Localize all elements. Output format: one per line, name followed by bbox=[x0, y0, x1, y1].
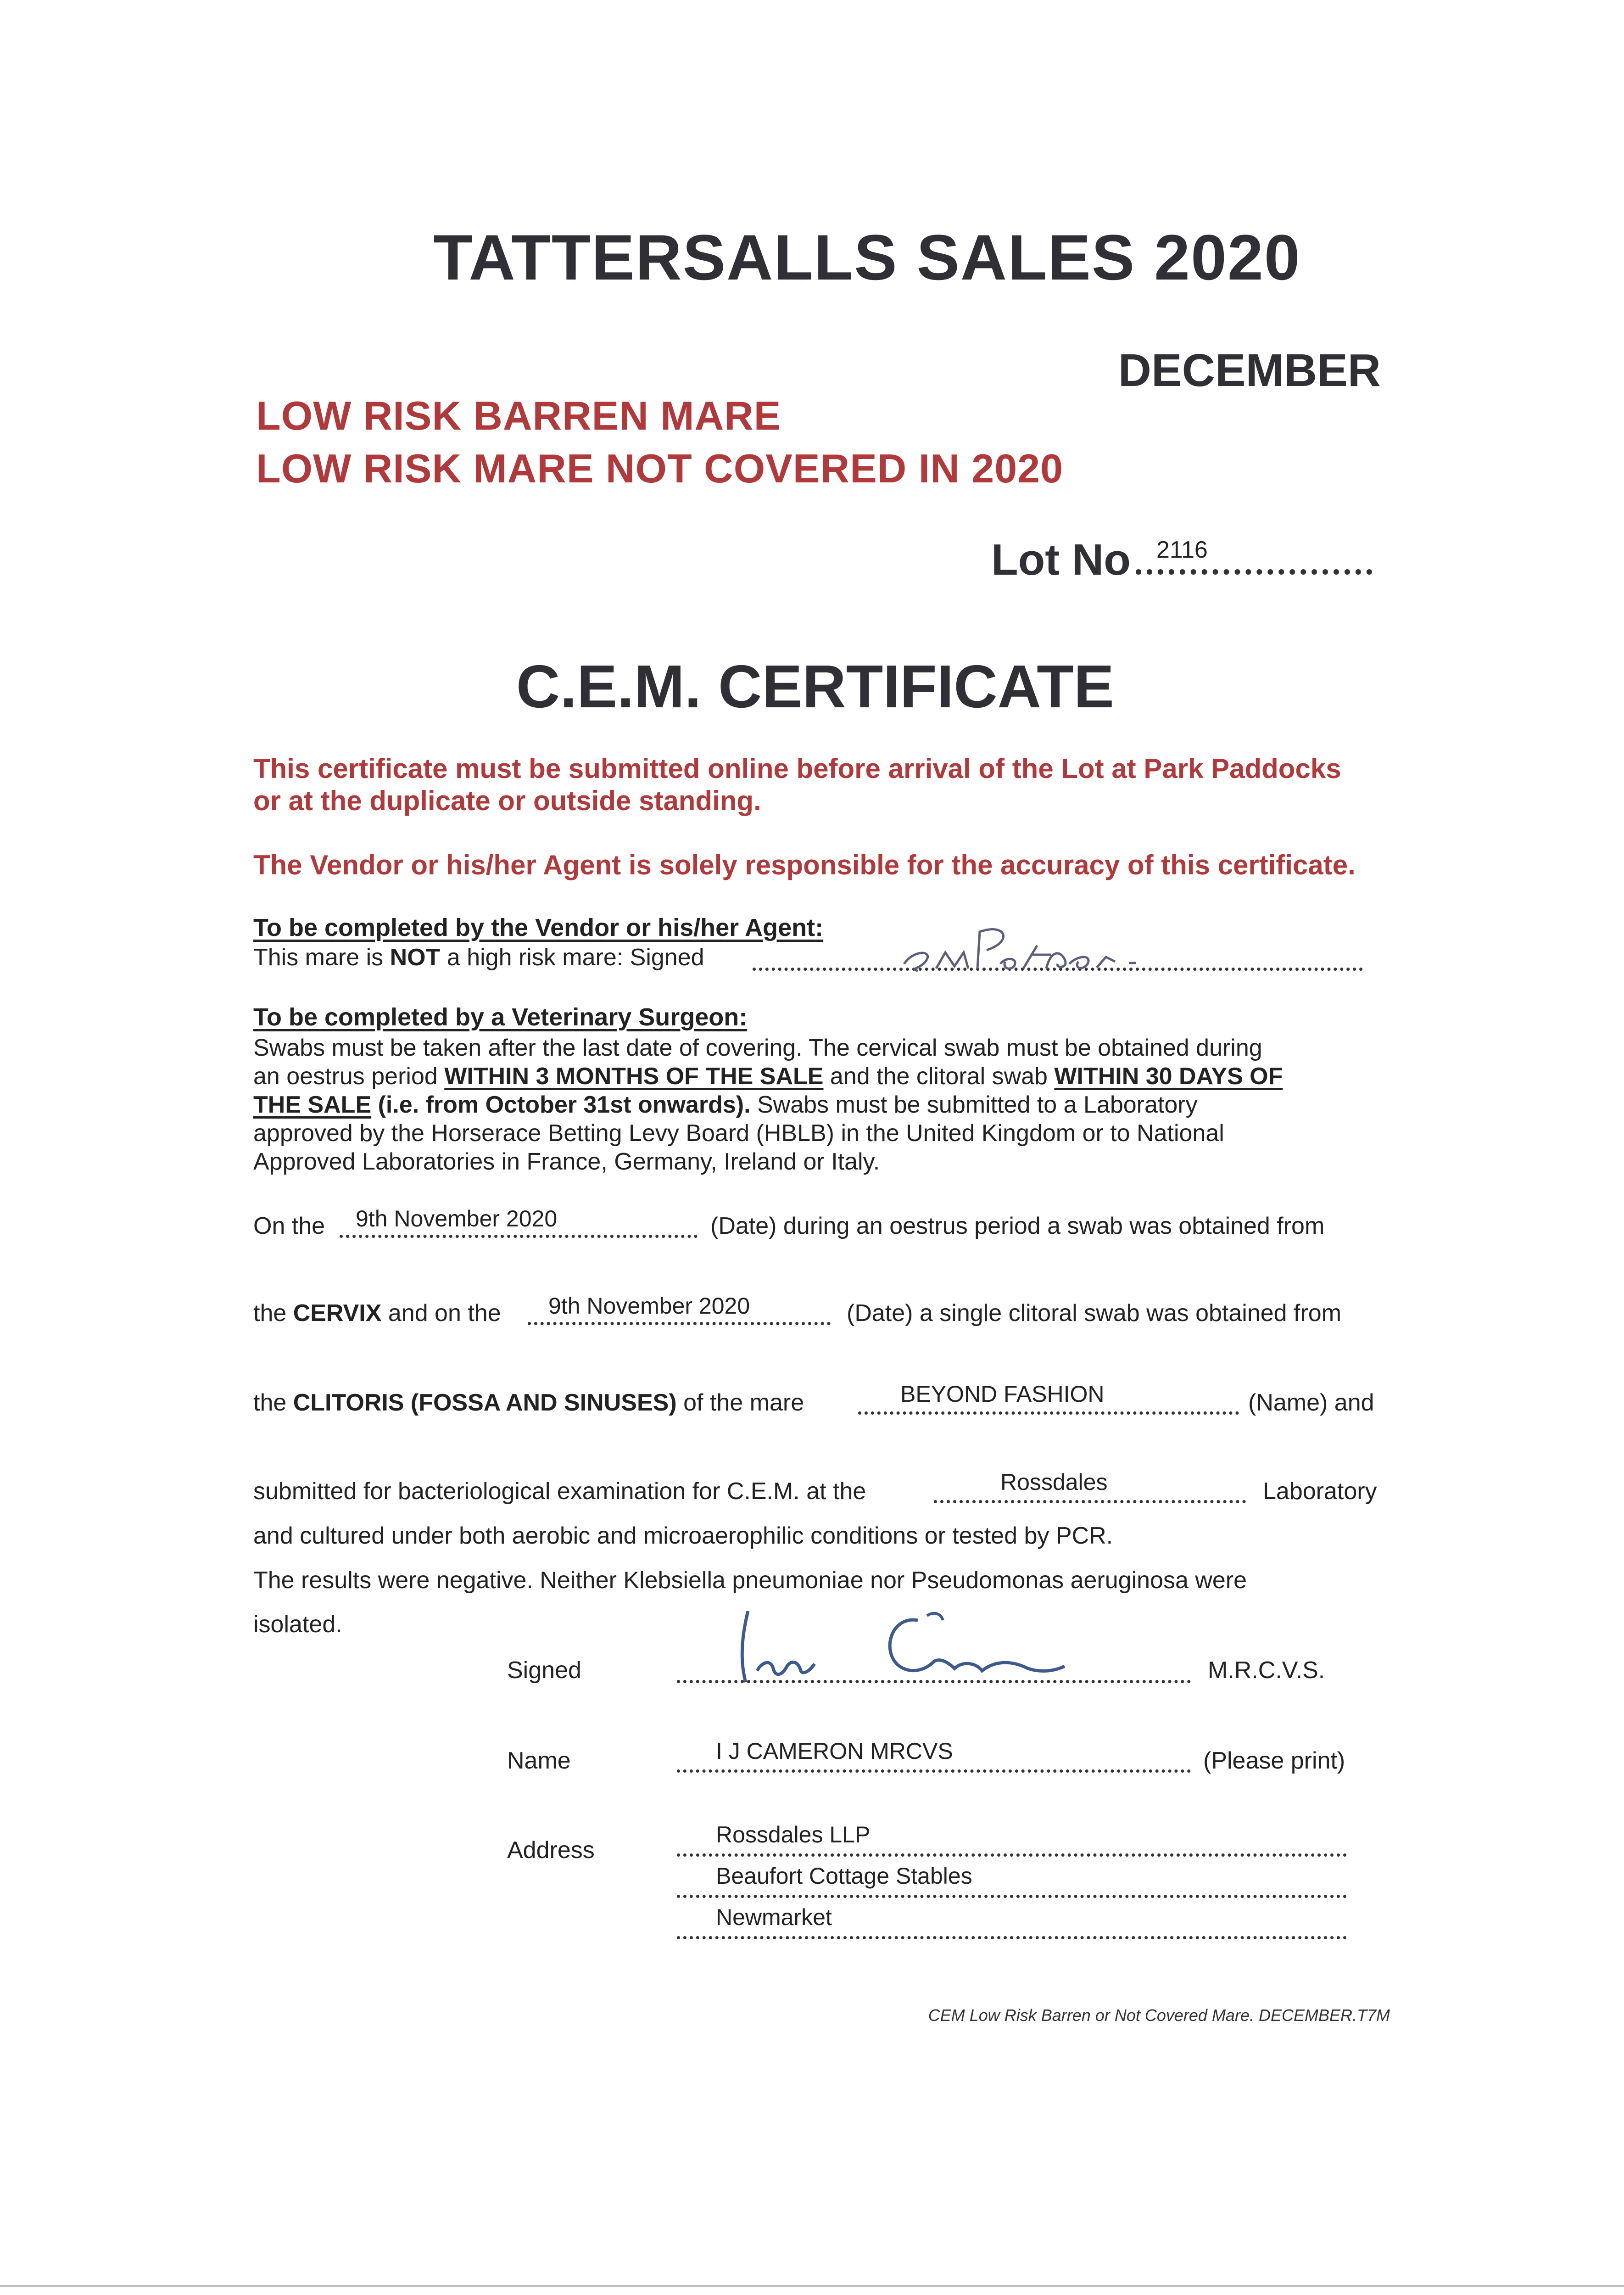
text: of the mare bbox=[676, 1389, 804, 1416]
vet-instructions-line-4: approved by the Horserace Betting Levy Board (HBLB) in the United Kingdom or to National bbox=[253, 1120, 1224, 1147]
notice-responsibility: The Vendor or his/her Agent is solely responsible for the accuracy of this certificate. bbox=[253, 850, 1356, 880]
address-line-1-dots bbox=[677, 1853, 1347, 1857]
vet-instructions-line-2 bbox=[253, 1062, 1283, 1091]
clitoris-line bbox=[253, 1388, 804, 1417]
text: and the clitoral swab bbox=[823, 1063, 1055, 1090]
cervix: CERVIX bbox=[293, 1300, 382, 1327]
colon: : bbox=[815, 914, 824, 941]
vendor-line-post: a high risk mare: Signed bbox=[440, 944, 704, 971]
isolated-text: isolated. bbox=[253, 1611, 342, 1638]
mare-name: BEYOND FASHION bbox=[900, 1381, 1105, 1407]
vet-instructions-line-1: Swabs must be taken after the last date of covering. The cervical swab must be obtained during bbox=[253, 1035, 1262, 1061]
vet-instructions-line-3 bbox=[253, 1091, 1198, 1119]
within-30-days: WITHIN 30 DAYS OF bbox=[1054, 1063, 1283, 1090]
text: the bbox=[253, 1389, 293, 1416]
vendor-heading bbox=[253, 913, 823, 942]
from-october: (i.e. from October 31st onwards). bbox=[371, 1092, 751, 1118]
date-single-text: (Date) a single clitoral swab was obtained from bbox=[847, 1300, 1342, 1327]
page-title: TATTERSALLS SALES 2020 bbox=[433, 221, 1301, 293]
vet-signature bbox=[725, 1602, 1115, 1689]
please-print-label: (Please print) bbox=[1203, 1747, 1345, 1774]
footer-reference: CEM Low Risk Barren or Not Covered Mare. DECEMBER.T7M bbox=[928, 2006, 1390, 2025]
notice-online: This certificate must be submitted online before arrival of the Lot at Park Paddocks bbox=[253, 753, 1341, 784]
clitoral-date: 9th November 2020 bbox=[548, 1293, 750, 1319]
cervix-line bbox=[253, 1299, 501, 1327]
vendor-line bbox=[253, 943, 704, 972]
lot-number: 2116 bbox=[1156, 537, 1208, 563]
lot-dotted-line bbox=[1136, 569, 1372, 575]
address-line-1: Rossdales LLP bbox=[716, 1822, 871, 1847]
on-the-label: On the bbox=[253, 1213, 325, 1239]
vet-instructions-line-5: Approved Laboratories in France, Germany, Ireland or Italy. bbox=[253, 1148, 880, 1175]
category-barren: LOW RISK BARREN MARE bbox=[256, 393, 781, 438]
cervical-date-line bbox=[340, 1235, 698, 1238]
text: the bbox=[253, 1300, 293, 1327]
text: an oestrus period bbox=[253, 1063, 445, 1090]
laboratory-label: Laboratory bbox=[1263, 1478, 1377, 1505]
vet-name-line bbox=[677, 1769, 1191, 1773]
vet-name: I J CAMERON MRCVS bbox=[716, 1738, 953, 1764]
address-line-3: Newmarket bbox=[716, 1904, 832, 1930]
submitted-text: submitted for bacteriological examination for C.E.M. at the bbox=[253, 1478, 866, 1505]
within-3-months: WITHIN 3 MONTHS OF THE SALE bbox=[444, 1063, 824, 1090]
name-label: Name bbox=[507, 1747, 571, 1774]
lot-label: Lot No bbox=[991, 535, 1131, 584]
address-line-2: Beaufort Cottage Stables bbox=[716, 1863, 972, 1889]
date-oestrus-text: (Date) during an oestrus period a swab was obtained from bbox=[710, 1213, 1325, 1239]
results-text: The results were negative. Neither Klebsiella pneumoniae nor Pseudomonas aeruginosa were bbox=[253, 1567, 1247, 1594]
sale-name: DECEMBER bbox=[1118, 345, 1381, 396]
mrcvs-label: M.R.C.V.S. bbox=[1208, 1657, 1325, 1684]
clitoral-date-line bbox=[528, 1322, 831, 1325]
vendor-line-pre: This mare is bbox=[253, 944, 390, 971]
address-line-3-dots bbox=[677, 1936, 1347, 1939]
cervical-date: 9th November 2020 bbox=[356, 1206, 558, 1231]
vendor-line-not: NOT bbox=[390, 944, 441, 971]
text: Swabs must be submitted to a Laboratory bbox=[750, 1092, 1198, 1118]
scan-edge bbox=[0, 2285, 1624, 2287]
colon: : bbox=[739, 1003, 748, 1031]
name-and-text: (Name) and bbox=[1248, 1389, 1374, 1416]
address-label: Address bbox=[507, 1837, 595, 1864]
the-sale: THE SALE bbox=[253, 1092, 372, 1118]
category-not-covered: LOW RISK MARE NOT COVERED IN 2020 bbox=[256, 446, 1064, 491]
laboratory-line bbox=[934, 1500, 1246, 1503]
vendor-heading-text: To be completed by the Vendor or his/her Agent bbox=[253, 914, 815, 941]
cultured-text: and cultured under both aerobic and microaerophilic conditions or tested by PCR. bbox=[253, 1523, 1113, 1549]
laboratory-name: Rossdales bbox=[1000, 1469, 1108, 1495]
certificate-title: C.E.M. CERTIFICATE bbox=[516, 653, 1114, 720]
mare-name-line bbox=[858, 1411, 1239, 1415]
vet-heading bbox=[253, 1003, 747, 1031]
text: and on the bbox=[381, 1300, 501, 1327]
address-line-2-dots bbox=[677, 1895, 1347, 1898]
clitoris: CLITORIS (FOSSA AND SINUSES) bbox=[293, 1389, 677, 1416]
vendor-signature bbox=[899, 913, 1175, 978]
vet-heading-text: To be completed by a Veterinary Surgeon bbox=[253, 1003, 739, 1031]
signed-label: Signed bbox=[507, 1657, 581, 1684]
notice-standing: or at the duplicate or outside standing. bbox=[253, 785, 761, 816]
